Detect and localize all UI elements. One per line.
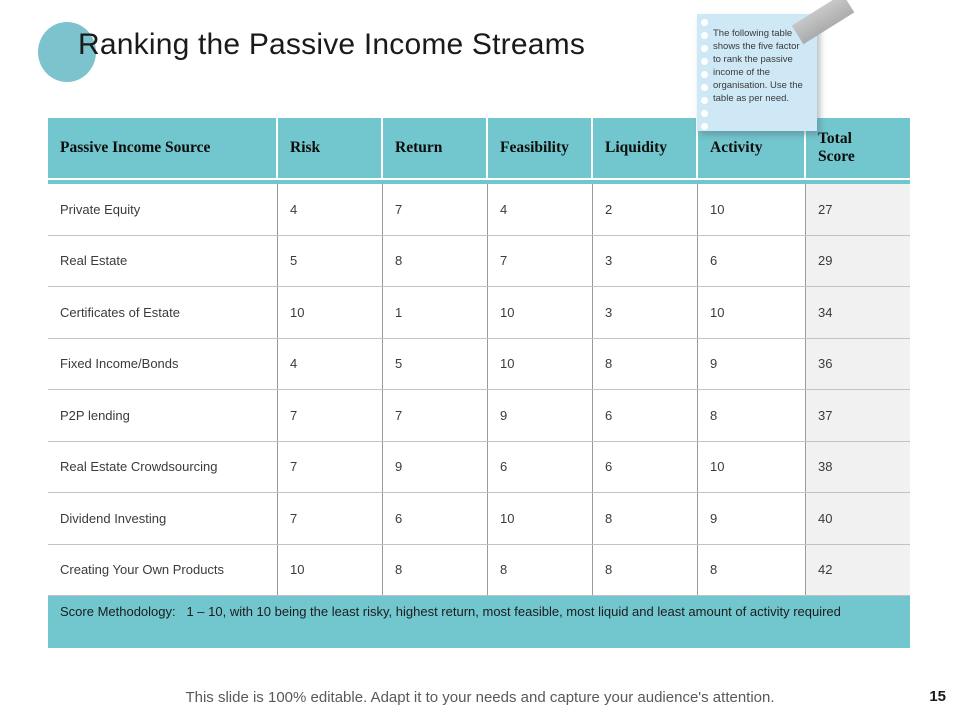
table-body (48, 184, 910, 596)
total-score-cell: 37 (806, 390, 910, 441)
score-cell: 5 (383, 339, 488, 390)
score-cell: 5 (278, 236, 383, 287)
score-cell: 9 (488, 390, 593, 441)
total-score-cell: 38 (806, 442, 910, 493)
page-number: 15 (929, 688, 946, 705)
total-score-cell: 27 (806, 184, 910, 235)
table-row (48, 545, 910, 597)
row-label-cell: Real Estate (48, 236, 278, 287)
score-cell: 6 (383, 493, 488, 544)
score-cell: 7 (278, 442, 383, 493)
note-hole (701, 97, 708, 104)
total-score-cell: 42 (806, 545, 910, 596)
score-cell: 7 (383, 390, 488, 441)
row-label-cell: Fixed Income/Bonds (48, 339, 278, 390)
score-cell: 4 (278, 339, 383, 390)
column-header-liquidity: Liquidity (593, 118, 698, 178)
note-hole (701, 45, 708, 52)
score-cell: 8 (698, 390, 806, 441)
note-hole (701, 58, 708, 65)
table-row (48, 236, 910, 288)
column-header-activity: Activity (698, 118, 806, 178)
score-cell: 8 (488, 545, 593, 596)
row-label-cell: Creating Your Own Products (48, 545, 278, 596)
score-cell: 3 (593, 236, 698, 287)
table-row (48, 287, 910, 339)
score-cell: 9 (383, 442, 488, 493)
note-hole (701, 19, 708, 26)
tape-icon (792, 0, 855, 44)
score-cell: 8 (698, 545, 806, 596)
row-label-cell: Private Equity (48, 184, 278, 235)
score-cell: 6 (698, 236, 806, 287)
score-cell: 7 (278, 390, 383, 441)
note-hole (701, 71, 708, 78)
score-cell: 1 (383, 287, 488, 338)
total-score-cell: 34 (806, 287, 910, 338)
note-hole (701, 110, 708, 117)
score-cell: 3 (593, 287, 698, 338)
note-hole (701, 84, 708, 91)
score-cell: 7 (383, 184, 488, 235)
total-score-cell: 29 (806, 236, 910, 287)
score-cell: 4 (278, 184, 383, 235)
footer-note: This slide is 100% editable. Adapt it to your needs and capture your audience's attention. (185, 689, 775, 706)
total-score-cell: 36 (806, 339, 910, 390)
score-cell: 10 (698, 287, 806, 338)
score-cell: 4 (488, 184, 593, 235)
score-cell: 8 (383, 545, 488, 596)
score-cell: 8 (593, 493, 698, 544)
score-cell: 7 (278, 493, 383, 544)
sticky-note-text: The following table shows the five factor to rank the passive income of the organisation. Use the table as per need. (713, 28, 803, 104)
table-row (48, 493, 910, 545)
score-cell: 9 (698, 339, 806, 390)
score-cell: 10 (488, 493, 593, 544)
score-cell: 7 (488, 236, 593, 287)
column-header-risk: Risk (278, 118, 383, 178)
score-cell: 10 (698, 184, 806, 235)
table-row (48, 390, 910, 442)
note-hole (701, 123, 708, 130)
score-cell: 8 (593, 545, 698, 596)
score-cell: 10 (488, 287, 593, 338)
score-cell: 8 (383, 236, 488, 287)
row-label-cell: Dividend Investing (48, 493, 278, 544)
column-header-source: Passive Income Source (48, 118, 278, 178)
ranking-table (48, 118, 910, 648)
total-score-cell: 40 (806, 493, 910, 544)
score-cell: 10 (698, 442, 806, 493)
note-hole (701, 32, 708, 39)
score-cell: 6 (488, 442, 593, 493)
row-label-cell: Certificates of Estate (48, 287, 278, 338)
score-cell: 9 (698, 493, 806, 544)
score-cell: 10 (278, 287, 383, 338)
score-methodology-row: Score Methodology: 1 – 10, with 10 being the least risky, highest return, most feasible, most liquid and least amount of activity required (48, 596, 910, 648)
page-title: Ranking the Passive Income Streams (78, 28, 586, 61)
column-header-feasibility: Feasibility (488, 118, 593, 178)
score-cell: 6 (593, 390, 698, 441)
table-row (48, 184, 910, 236)
score-cell: 6 (593, 442, 698, 493)
column-header-return: Return (383, 118, 488, 178)
row-label-cell: P2P lending (48, 390, 278, 441)
score-cell: 10 (488, 339, 593, 390)
score-cell: 2 (593, 184, 698, 235)
score-cell: 8 (593, 339, 698, 390)
note-holes (701, 19, 708, 130)
column-header-total-score: Total Score (818, 130, 855, 165)
table-row (48, 339, 910, 391)
score-cell: 10 (278, 545, 383, 596)
row-label-cell: Real Estate Crowdsourcing (48, 442, 278, 493)
table-row (48, 442, 910, 494)
